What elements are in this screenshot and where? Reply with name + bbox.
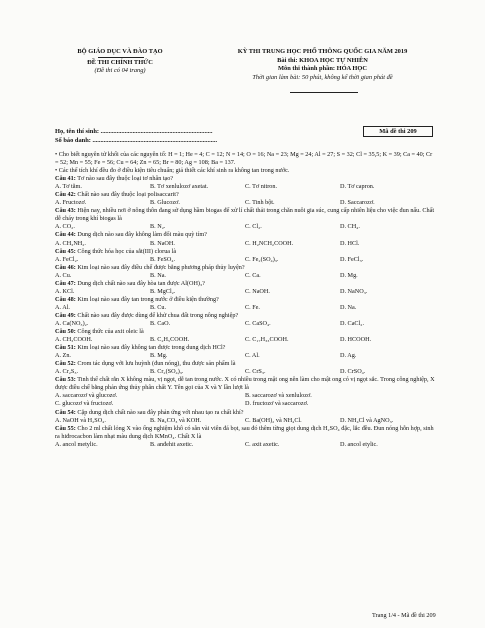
answer-option: B. Na. (150, 271, 166, 279)
answer-options (55, 441, 435, 449)
subject-group: Bài thi: KHOA HỌC TỰ NHIÊN (277, 56, 368, 64)
answer-options (55, 368, 435, 376)
answer-option: B. Tơ xenlulozơ axetat. (150, 183, 209, 191)
question-stem (55, 328, 435, 336)
question-number: Câu 43: (55, 207, 76, 215)
answer-option: D. fructozơ và saccarozơ. (245, 400, 309, 408)
answer-option: B. MgCl₂. (150, 287, 176, 295)
question-stem (55, 296, 435, 304)
candidate-name-field: Họ, tên thí sinh: ...................................................................... (55, 128, 213, 135)
question-text: Kim loại nào sau đây không tan được trong dung dịch HCl? (77, 344, 226, 352)
answer-option: A. CH₃NH₂. (55, 239, 86, 247)
question-number: Câu 45: (55, 247, 76, 255)
answer-options (55, 240, 435, 248)
subject-name: Môn thi thành phần: HÓA HỌC (278, 65, 367, 73)
question-number: Câu 55: (55, 424, 76, 432)
answer-option: C. glucozơ và fructozơ. (55, 400, 114, 408)
answer-option: B. CaO. (150, 319, 171, 327)
question-stem (55, 264, 435, 272)
answer-option: B. saccarozơ và xenlulozơ. (245, 392, 312, 400)
answer-option: B. N₂. (150, 223, 166, 231)
question-number: Câu 49: (55, 311, 76, 319)
answer-option: C. Fe₂(SO₄)₃. (245, 255, 279, 263)
answer-options (55, 352, 435, 360)
answer-option: B. Glucozơ. (150, 199, 180, 207)
question-number: Câu 46: (55, 263, 76, 271)
question-text: Tinh thể chất rắn X không màu, vị ngọt, dễ tan trong nước. X có nhiều trong mật ong nên làm cho mật ong có vị ngọt sắc. Trong công nghiệp, X được điều chế bằng phản ứng thủy phân chất Y. Tên gọi của X và Y lần lượt là (55, 376, 435, 392)
answer-option: A. Tơ tằm. (55, 183, 82, 191)
answer-option: C. CrS₃. (245, 368, 266, 376)
answer-options (55, 288, 435, 296)
answer-option: C. C₁₇H₃₃COOH. (245, 336, 289, 344)
question-text: Dung dịch chất nào sau đây hòa tan được Al(OH)₃? (77, 279, 205, 287)
answer-option: C. Fe. (245, 303, 260, 311)
question-stem (55, 409, 435, 417)
answer-option: D. FeCl₃. (340, 255, 364, 263)
answer-option: C. Ca. (245, 271, 261, 279)
official-label: ĐỀ THI CHÍNH THỨC (87, 58, 153, 66)
answer-options (55, 272, 435, 280)
question-text: Tơ nào sau đây thuộc loại tơ nhân tạo? (77, 175, 174, 183)
answer-option: C. Tơ nitron. (245, 183, 278, 191)
question-stem (55, 231, 435, 239)
candidate-fields (55, 127, 217, 145)
question-number: Câu 54: (55, 408, 76, 416)
question-text: Chất nào sau đây được dùng để khử chua đất trong nông nghiệp? (77, 311, 239, 319)
ministry-name: BỘ GIÁO DỤC VÀ ĐÀO TẠO (77, 48, 163, 55)
question-stem (55, 248, 435, 256)
answer-options (55, 417, 435, 425)
answer-option: A. FeCl₂. (55, 255, 79, 263)
answer-option: A. Cr₂S₃. (55, 368, 79, 376)
answer-options (55, 336, 435, 344)
answer-options (55, 320, 435, 328)
answer-option: C. H₂NCH₂COOH. (245, 239, 294, 247)
answer-option: A. CO₂. (55, 223, 75, 231)
answer-option: D. HCOOH. (340, 336, 372, 344)
question-text: Dung dịch nào sau đây không làm đổi màu quỳ tím? (77, 231, 207, 239)
time-note: Thời gian làm bài: 50 phút, không kể thời gian phát đề (252, 73, 393, 81)
answer-option: D. NaNO₃. (340, 287, 368, 295)
question-text: Hiện nay, nhiều nơi ở nông thôn đang sử dụng hầm biogas để xử lí chất thải trong chăn nuôi gia súc, cung cấp nhiên liệu cho việc đun nấu. Chất dễ cháy trong khí biogas là (55, 207, 435, 223)
answer-option: B. anđehit axetic. (150, 440, 194, 448)
answer-option: C. Ba(OH)₂ và NH₄Cl. (245, 416, 302, 424)
answer-option: B. Cu. (150, 303, 166, 311)
question-number: Câu 42: (55, 191, 76, 199)
question-text: Kim loại nào sau đây tan trong nước ở điều kiện thường? (77, 295, 219, 303)
answer-option: C. axit axetic. (245, 440, 280, 448)
question-stem (55, 344, 435, 352)
answer-option: B. Mg. (150, 352, 168, 360)
answer-option: A. Al. (55, 303, 70, 311)
answer-option: D. Tơ capron. (340, 183, 375, 191)
question-stem (55, 312, 435, 320)
question-text: Cho 2 ml chất lỏng X vào ống nghiệm khô có sẵn vài viên đá bọt, sau đó thêm từng giọt dung dịch H₂SO₄ đặc, lắc đều. Đun nóng hỗn hợp, sinh ra hiđrocacbon làm nhạt màu dung dịch KMnO₄. Chất X là (55, 424, 434, 440)
header-right-underline (290, 92, 358, 93)
question-number: Câu 50: (55, 328, 76, 336)
answer-options (55, 256, 435, 264)
answer-option: A. saccarozơ và glucozơ. (55, 392, 118, 400)
question-number: Câu 51: (55, 344, 76, 352)
pages-note: (Đề thi có 04 trang) (94, 67, 146, 75)
answer-options (55, 400, 435, 408)
answer-option: D. NH₄Cl và AgNO₃. (340, 416, 394, 424)
question-number: Câu 41: (55, 175, 76, 183)
answer-option: D. CH₄. (340, 223, 360, 231)
answer-option: A. CH₃COOH. (55, 336, 93, 344)
answer-option: D. Mg. (340, 271, 358, 279)
answer-option: C. Cl₂. (245, 223, 262, 231)
answer-option: B. FeSO₄. (150, 255, 176, 263)
exam-body (55, 151, 435, 449)
answer-option: A. NaOH và H₂SO₄. (55, 416, 106, 424)
answer-option: B. NaOH. (150, 239, 175, 247)
question-text: Cặp dung dịch chất nào sau đây phản ứng với nhau tạo ra chất khí? (77, 408, 244, 416)
question-stem (55, 175, 435, 183)
header-underline (98, 57, 144, 58)
answer-options (55, 199, 435, 207)
exam-code-box: Mã đề thi 209 (363, 126, 433, 137)
question-stem (55, 191, 435, 199)
answer-option: D. HCl. (340, 239, 360, 247)
question-stem (55, 376, 435, 392)
answer-option: D. Na. (340, 303, 357, 311)
header-left (60, 48, 180, 76)
question-stem (55, 360, 435, 368)
exam-title: KỲ THI TRUNG HỌC PHỔ THÔNG QUỐC GIA NĂM 2019 (237, 48, 408, 55)
answer-option: C. CaSO₄. (245, 319, 271, 327)
answer-option: C. Al. (245, 352, 260, 360)
answer-option: A. Zn. (55, 352, 71, 360)
answer-option: B. Cr₂(SO₄)₃. (150, 368, 184, 376)
header-right (195, 48, 450, 82)
answer-option: D. CaCl₂. (340, 319, 364, 327)
question-stem (55, 425, 435, 441)
question-text: Kim loại nào sau đây điều chế được bằng phương pháp thủy luyện? (77, 263, 245, 271)
answer-option: B. C₂H₅COOH. (150, 336, 190, 344)
answer-option: A. KCl. (55, 287, 75, 295)
question-text: Công thức hóa học của sắt(III) clorua là (77, 247, 177, 255)
question-stem (55, 207, 435, 223)
question-text: Crom tác dụng với lưu huỳnh (đun nóng), thu được sản phẩm là (77, 360, 236, 368)
answer-option: B. Na₂CO₃ và KOH. (150, 416, 202, 424)
question-number: Câu 53: (55, 376, 76, 384)
answer-option: C. Tinh bột. (245, 199, 275, 207)
answer-option: D. Ag. (340, 352, 357, 360)
answer-option: A. Fructozơ. (55, 199, 87, 207)
answer-option: C. NaOH. (245, 287, 270, 295)
question-stem (55, 280, 435, 288)
answer-options (55, 304, 435, 312)
page-footer: Trang 1/4 - Mã đề thi 209 (372, 612, 436, 619)
question-number: Câu 48: (55, 295, 76, 303)
question-number: Câu 52: (55, 360, 76, 368)
answer-option: D. Saccarozơ. (340, 199, 375, 207)
question-number: Câu 44: (55, 231, 76, 239)
question-text: Công thức của axit oleic là (77, 328, 144, 336)
intro-atomic-masses: • Cho biết nguyên tử khối của các nguyên tố: H = 1; He = 4; C = 12; N = 14; O = 16; Na = 23; Mg = 24; Al = 27; S = 32; Cl = 35,5; K = 39; Ca = 40; Cr = 52; Mn = 55; Fe = 56; Cu = 64; Zn = 65; Br = 80; Ag = 108; Ba = 137. (55, 151, 433, 167)
answer-option: A. Cu. (55, 271, 72, 279)
intro-gas-note: • Các thể tích khí đều đo ở điều kiện tiêu chuẩn; giả thiết các khí sinh ra không tan trong nước. (55, 167, 290, 175)
answer-options (55, 223, 435, 231)
question-text: Chất nào sau đây thuộc loại polisaccarit? (77, 191, 179, 199)
question-number: Câu 47: (55, 279, 76, 287)
answer-option: A. Ca(NO₃)₂. (55, 319, 89, 327)
answer-options (55, 392, 435, 400)
candidate-sbd-field: Số báo danh: .............................................................................. (55, 137, 218, 144)
answer-option: D. ancol etylic. (340, 440, 378, 448)
answer-option: D. CrSO₄. (340, 368, 366, 376)
answer-option: A. ancol metylic. (55, 440, 98, 448)
answer-options (55, 183, 435, 191)
